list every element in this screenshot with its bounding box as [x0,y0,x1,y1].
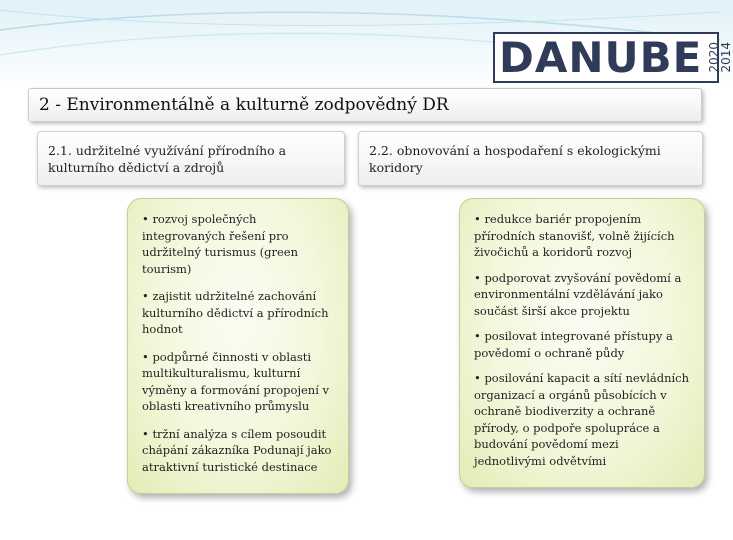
right-item: • posilování kapacit a sítí nevládních organizací a orgánů působících v ochraně biodiverzity a ochraně přírody, o podpoře spolupráce a budování povědomí mezi jednotlivými odvětvími [474,371,690,468]
danube-logo [493,32,733,83]
logo-word: DANUBE [499,32,703,82]
left-item: • tržní analýza s cílem posoudit chápání zákazníka Podunají jako atraktivní turistické destinace [142,426,332,474]
logo-year-start: 2014 [719,42,733,73]
left-items-card [127,198,349,494]
section-heading-2-1: 2.1. udržitelné využívání přírodního a kulturního dědictví a zdrojů [37,131,345,186]
logo-year-end: 2020 [707,42,722,73]
left-item: • podpůrné činnosti v oblasti multikulturalismu, kulturní výměny a formování propojení v oblasti kreativního průmyslu [142,349,330,413]
right-items-card [459,198,705,488]
right-item: • posilovat integrované přístupy a povědomí o ochraně půdy [474,329,673,360]
left-item: • zajistit udržitelné zachování kulturního dědictví a přírodních hodnot [142,289,329,336]
logo-years [708,42,732,73]
section-heading-2-2: 2.2. obnovování a hospodaření s ekologickými koridory [358,131,703,186]
right-item: • redukce bariér propojením přírodních stanovišť, volně žijících živočichů a koridorů rozvoj [474,212,675,259]
diagram-title: 2 - Environmentálně a kulturně zodpovědný DR [28,88,702,122]
left-item: • rozvoj společných integrovaných řešení pro udržitelný turismus (green tourism) [142,212,299,276]
right-item: • podporovat zvyšování povědomí a environmentální vzdělávání jako součást širší akce projektu [474,270,682,318]
